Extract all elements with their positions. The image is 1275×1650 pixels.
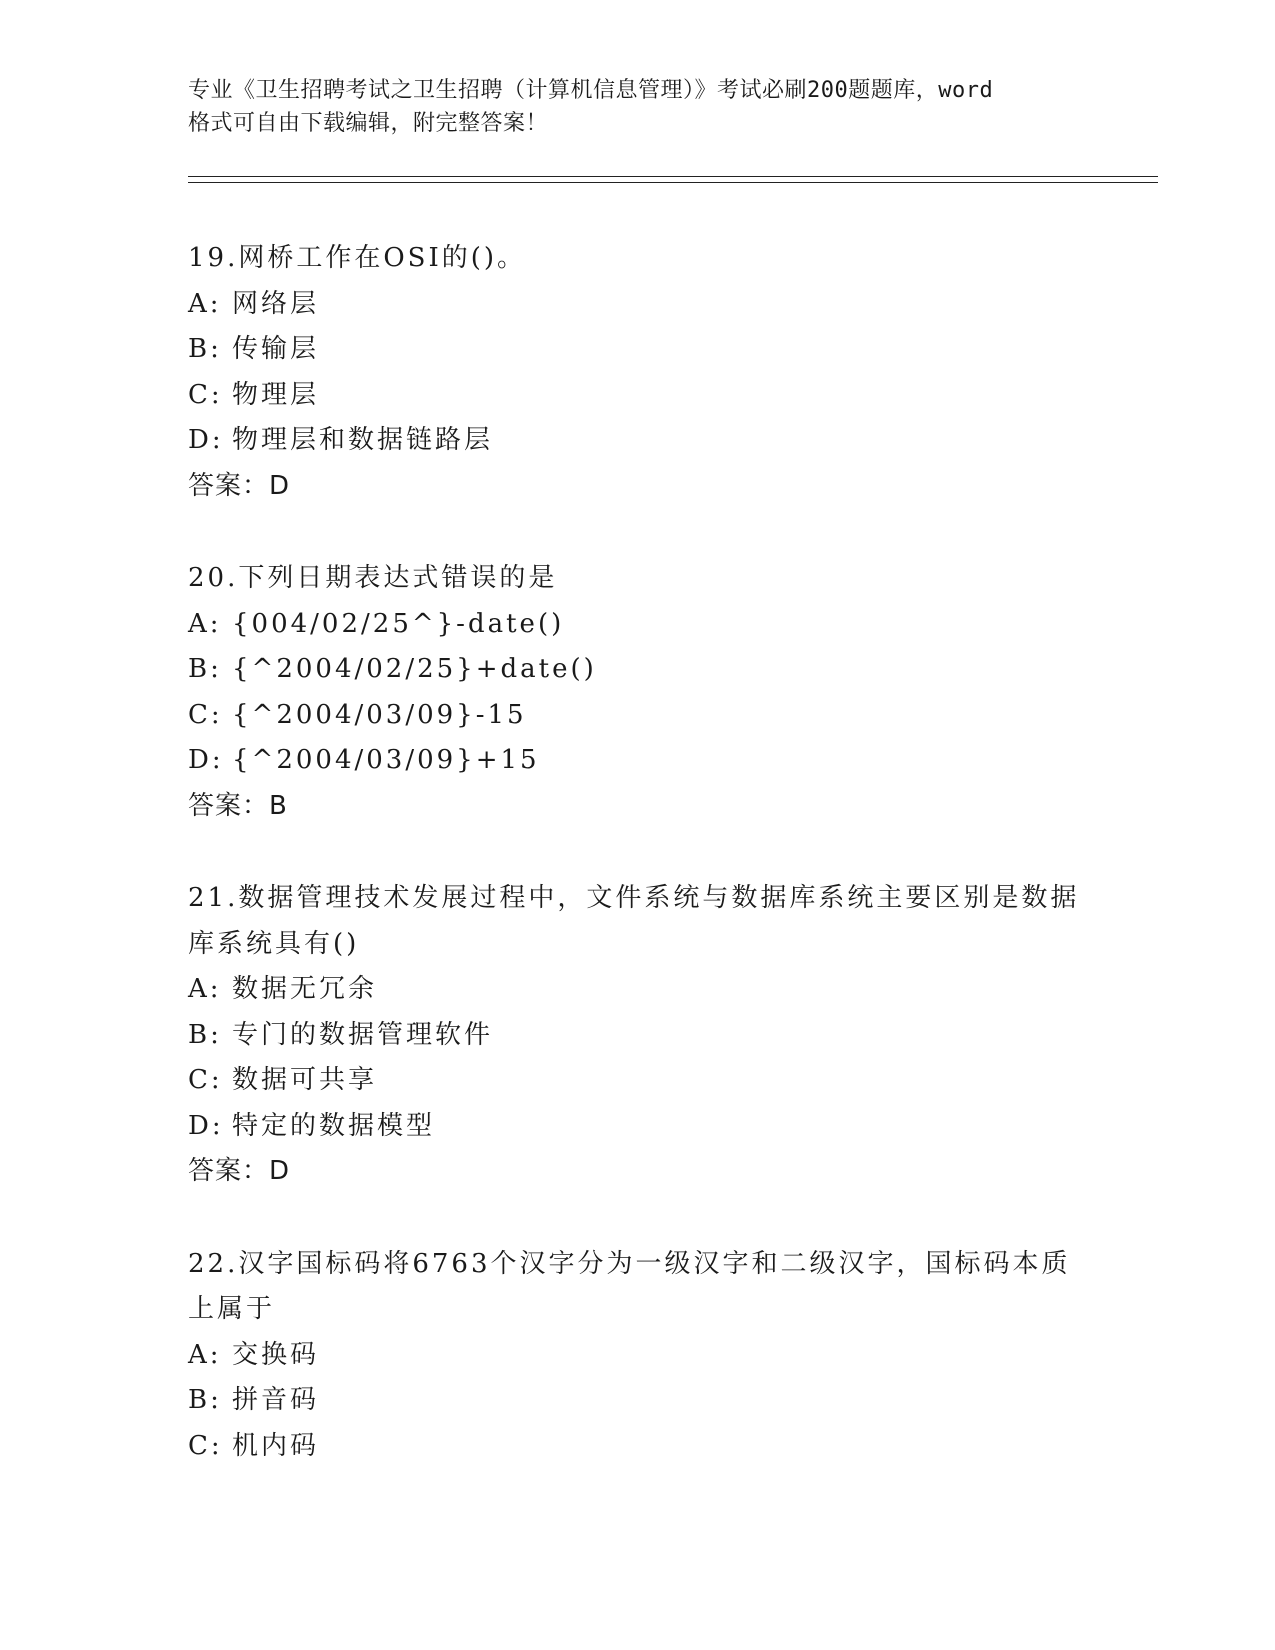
- header-divider-bottom: [188, 182, 1158, 183]
- option-a: [188, 967, 1088, 1013]
- header-line-2: 格式可自由下载编辑，附完整答案！: [188, 111, 549, 136]
- option-letter: C:: [188, 379, 223, 410]
- option-letter: A:: [188, 1339, 222, 1370]
- question-text: 19.网桥工作在OSI的()。: [188, 243, 527, 273]
- option-text: {^2004/02/25}+date(): [232, 654, 597, 684]
- option-b: [188, 647, 1088, 693]
- option-a: [188, 602, 1088, 648]
- option-text: 物理层: [232, 379, 320, 410]
- header-divider-top: [188, 176, 1158, 177]
- answer-line: 答案：D: [188, 1156, 291, 1186]
- option-text: 数据无冗余: [232, 974, 378, 1004]
- option-d: [188, 418, 1088, 464]
- option-text: 网络层: [232, 288, 320, 319]
- option-d: [188, 1104, 1088, 1150]
- option-letter: B:: [188, 1019, 222, 1050]
- option-letter: A:: [188, 608, 222, 639]
- option-text: 拼音码: [232, 1385, 320, 1415]
- question-19: [188, 236, 1088, 509]
- answer-line: 答案：B: [188, 790, 288, 821]
- question-text: 21.数据管理技术发展过程中，文件系统与数据库系统主要区别是数据库系统具有(): [188, 883, 1080, 959]
- option-letter: C:: [188, 699, 223, 730]
- option-b: [188, 1013, 1088, 1059]
- option-letter: C:: [188, 1430, 223, 1461]
- option-letter: A:: [188, 974, 222, 1004]
- question-21: [188, 876, 1088, 1195]
- option-text: {^2004/03/09}-15: [232, 699, 527, 730]
- question-22: [188, 1242, 1088, 1470]
- option-text: 物理层和数据链路层: [232, 425, 494, 455]
- option-a: [188, 1333, 1088, 1379]
- option-letter: B:: [188, 1385, 222, 1415]
- option-text: {^2004/03/09}+15: [232, 745, 540, 775]
- option-a: [188, 282, 1088, 328]
- option-letter: D:: [188, 1110, 224, 1141]
- option-text: 传输层: [232, 334, 320, 364]
- option-text: 专门的数据管理软件: [232, 1019, 494, 1050]
- question-20: [188, 556, 1088, 829]
- option-text: 数据可共享: [232, 1065, 378, 1095]
- answer-line: 答案：D: [188, 470, 291, 501]
- option-text: 机内码: [232, 1430, 320, 1461]
- option-letter: A:: [188, 288, 222, 319]
- option-letter: D:: [188, 745, 224, 775]
- option-c: [188, 1424, 1088, 1470]
- option-letter: B:: [188, 654, 222, 684]
- option-letter: B:: [188, 334, 222, 364]
- document-header: [188, 74, 1088, 140]
- header-line-1: 专业《卫生招聘考试之卫生招聘（计算机信息管理）》考试必刷200题题库，word: [188, 78, 994, 103]
- question-list: [188, 236, 1088, 1516]
- option-text: {004/02/25^}-date(): [232, 608, 565, 639]
- option-b: [188, 1378, 1088, 1424]
- question-text: 20.下列日期表达式错误的是: [188, 563, 558, 593]
- option-d: [188, 738, 1088, 784]
- option-c: [188, 373, 1088, 419]
- option-letter: D:: [188, 425, 224, 455]
- option-letter: C:: [188, 1065, 223, 1095]
- option-text: 特定的数据模型: [232, 1110, 436, 1141]
- option-text: 交换码: [232, 1339, 320, 1370]
- question-text: 22.汉字国标码将6763个汉字分为一级汉字和二级汉字，国标码本质上属于: [188, 1248, 1071, 1324]
- option-c: [188, 693, 1088, 739]
- option-c: [188, 1058, 1088, 1104]
- option-b: [188, 327, 1088, 373]
